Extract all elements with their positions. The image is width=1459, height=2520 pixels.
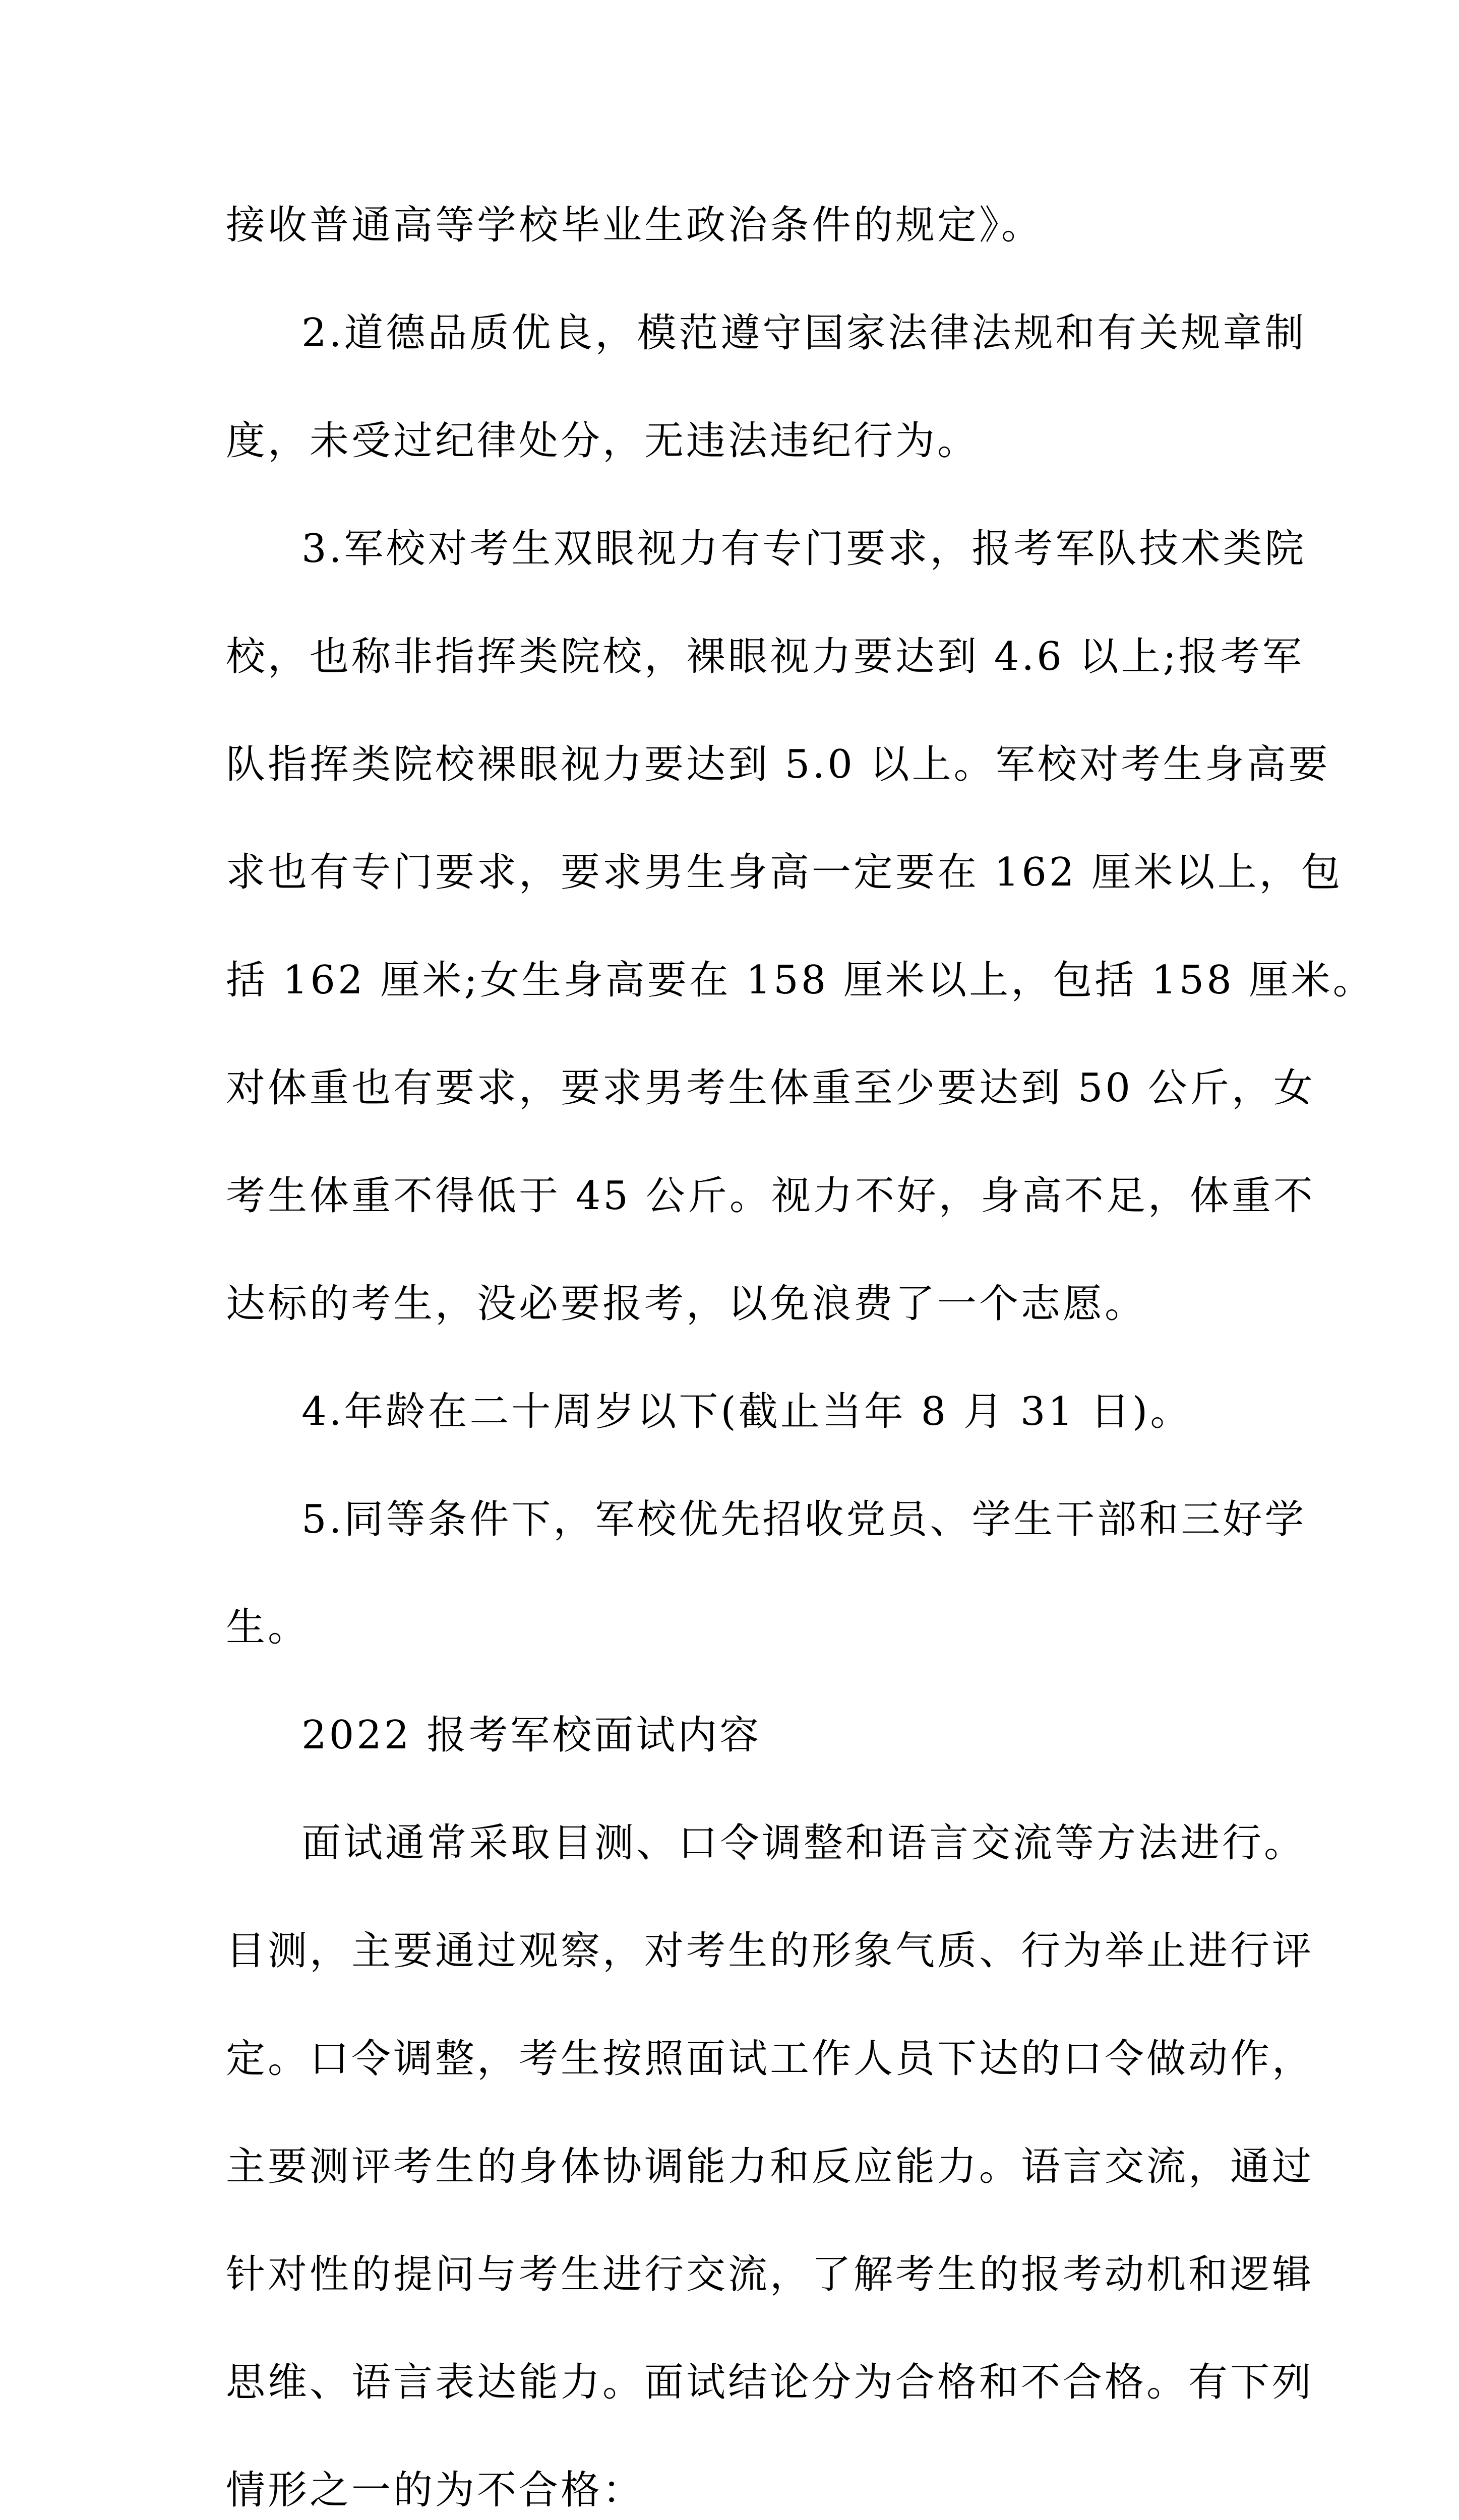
text-line: 主要测评考生的身体协调能力和反应能力。语言交流，通过 (226, 2144, 1314, 2189)
text-line: 针对性的提问与考生进行交流，了解考生的报考动机和逻辑 (226, 2252, 1314, 2297)
text-line: 达标的考生，没必要报考，以免浪费了一个志愿。 (226, 1281, 1147, 1327)
text-line: 2.道德品质优良，模范遵守国家法律法规和有关规章制 (301, 310, 1307, 356)
text-line: 目测，主要通过观察，对考生的形象气质、行为举止进行评 (226, 1928, 1314, 1974)
text-line: 对体重也有要求，要求男考生体重至少要达到 50 公斤，女 (226, 1065, 1315, 1111)
text-line: 情形之一的为不合格： (226, 2468, 645, 2513)
text-line: 队指挥类院校裸眼视力要达到 5.0 以上。军校对考生身高要 (226, 742, 1330, 787)
text-line: 校，也称非指挥类院校，裸眼视力要达到 4.6 以上;报考军 (226, 634, 1304, 679)
text-line: 度，未受过纪律处分，无违法违纪行为。 (226, 418, 980, 464)
text-line: 思维、语言表达能力。面试结论分为合格和不合格。有下列 (226, 2360, 1314, 2405)
text-line: 面试通常采取目测、口令调整和语言交流等方法进行。 (301, 1820, 1306, 1866)
text-line: 求也有专门要求，要求男生身高一定要在 162 厘米以上，包 (226, 850, 1343, 895)
text-line: 接收普通高等学校毕业生政治条件的规定》。 (226, 203, 1044, 248)
text-line: 考生体重不得低于 45 公斤。视力不好，身高不足，体重不 (226, 1173, 1315, 1219)
text-line: 4.年龄在二十周岁以下(截止当年 8 月 31 日)。 (301, 1389, 1192, 1434)
text-line: 生。 (226, 1605, 310, 1650)
section-heading: 2022 报考军校面试内容 (301, 1713, 762, 1758)
text-line: 5.同等条件下，军校优先招收党员、学生干部和三好学 (301, 1497, 1307, 1542)
text-line: 定。口令调整，考生按照面试工作人员下达的口令做动作， (226, 2036, 1314, 2082)
document-body (226, 171, 1375, 2520)
text-line: 3.军校对考生双眼视力有专门要求，报考军队技术类院 (301, 526, 1307, 572)
text-line: 括 162 厘米;女生身高要在 158 厘米以上，包括 158 厘米。 (226, 958, 1375, 1003)
